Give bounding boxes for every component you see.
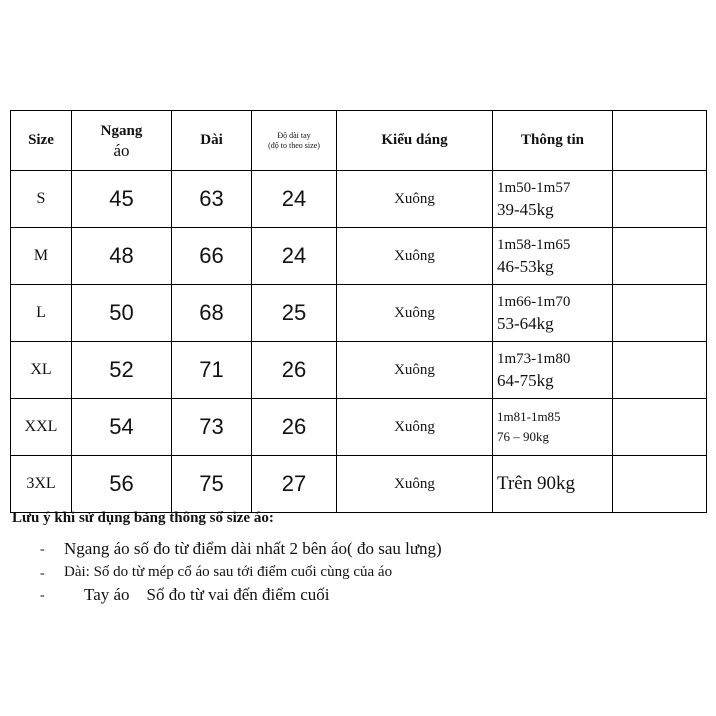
cell-size: 3XL bbox=[11, 456, 72, 513]
info-weight: 46-53kg bbox=[497, 257, 554, 276]
header-thongtin: Thông tin bbox=[493, 111, 613, 171]
info-height: 1m50-1m57 bbox=[497, 180, 571, 196]
cell-ngang: 56 bbox=[72, 456, 172, 513]
cell-ngang: 48 bbox=[72, 228, 172, 285]
note-dash: - bbox=[40, 566, 45, 581]
cell-info bbox=[493, 456, 613, 513]
cell-ngang: 45 bbox=[72, 171, 172, 228]
table-row bbox=[11, 342, 707, 399]
header-kieu: Kiểu dáng bbox=[337, 111, 493, 171]
info-height: 1m81-1m85 bbox=[497, 409, 561, 424]
cell-extra bbox=[613, 228, 707, 285]
cell-info bbox=[493, 171, 613, 228]
note-item: Dài: Số do từ mép cổ áo sau tới điểm cuối cùng của áo bbox=[64, 564, 393, 580]
cell-tay: 26 bbox=[252, 342, 337, 399]
cell-tay: 24 bbox=[252, 228, 337, 285]
header-tay bbox=[252, 111, 337, 171]
header-tay-line1: Độ dài tay bbox=[277, 130, 311, 140]
info-height: Trên 90kg bbox=[497, 473, 575, 494]
cell-tay: 25 bbox=[252, 285, 337, 342]
info-weight: 53-64kg bbox=[497, 314, 554, 333]
header-row bbox=[11, 111, 707, 171]
note-item: Tay áo Số đo từ vai đến điểm cuối bbox=[84, 585, 330, 604]
table-row bbox=[11, 399, 707, 456]
table-row bbox=[11, 285, 707, 342]
cell-ngang: 52 bbox=[72, 342, 172, 399]
header-ngang-line2: áo bbox=[113, 140, 130, 160]
cell-tay: 26 bbox=[252, 399, 337, 456]
cell-extra bbox=[613, 342, 707, 399]
cell-size: M bbox=[11, 228, 72, 285]
cell-info bbox=[493, 228, 613, 285]
info-height: 1m58-1m65 bbox=[497, 237, 571, 253]
cell-size: XXL bbox=[11, 399, 72, 456]
cell-dai: 73 bbox=[172, 399, 252, 456]
info-weight: 76 – 90kg bbox=[497, 429, 549, 444]
cell-dai: 68 bbox=[172, 285, 252, 342]
cell-extra bbox=[613, 171, 707, 228]
info-weight: 39-45kg bbox=[497, 200, 554, 219]
cell-tay: 24 bbox=[252, 171, 337, 228]
cell-dai: 75 bbox=[172, 456, 252, 513]
cell-ngang: 50 bbox=[72, 285, 172, 342]
info-height: 1m66-1m70 bbox=[497, 294, 571, 310]
cell-extra bbox=[613, 399, 707, 456]
cell-size: S bbox=[11, 171, 72, 228]
table-row bbox=[11, 456, 707, 513]
table-row bbox=[11, 171, 707, 228]
cell-info bbox=[493, 399, 613, 456]
cell-dai: 66 bbox=[172, 228, 252, 285]
header-size: Size bbox=[11, 111, 72, 171]
info-weight: 64-75kg bbox=[497, 371, 554, 390]
note-item: Ngang áo số đo từ điểm dài nhất 2 bên áo( đo sau lưng) bbox=[64, 539, 442, 558]
cell-dai: 63 bbox=[172, 171, 252, 228]
cell-kieu: Xuông bbox=[337, 228, 493, 285]
cell-kieu: Xuông bbox=[337, 399, 493, 456]
header-tay-line2: (độ to theo size) bbox=[268, 140, 320, 150]
cell-extra bbox=[613, 285, 707, 342]
cell-size: XL bbox=[11, 342, 72, 399]
cell-kieu: Xuông bbox=[337, 285, 493, 342]
cell-tay: 27 bbox=[252, 456, 337, 513]
note-dash: - bbox=[40, 588, 45, 603]
cell-kieu: Xuông bbox=[337, 342, 493, 399]
cell-dai: 71 bbox=[172, 342, 252, 399]
cell-info bbox=[493, 285, 613, 342]
cell-extra bbox=[613, 456, 707, 513]
header-ngang bbox=[72, 111, 172, 171]
cell-size: L bbox=[11, 285, 72, 342]
note-dash: - bbox=[40, 542, 45, 557]
cell-info bbox=[493, 342, 613, 399]
notes-title: Lưu ý khi sử dụng bảng thông số size áo: bbox=[12, 510, 274, 526]
table-row bbox=[11, 228, 707, 285]
cell-kieu: Xuông bbox=[337, 171, 493, 228]
info-height: 1m73-1m80 bbox=[497, 351, 571, 367]
cell-kieu: Xuông bbox=[337, 456, 493, 513]
header-dai: Dài bbox=[172, 111, 252, 171]
size-table bbox=[10, 110, 707, 513]
cell-ngang: 54 bbox=[72, 399, 172, 456]
header-extra bbox=[613, 111, 707, 171]
header-ngang-line1: Ngang bbox=[100, 122, 143, 139]
